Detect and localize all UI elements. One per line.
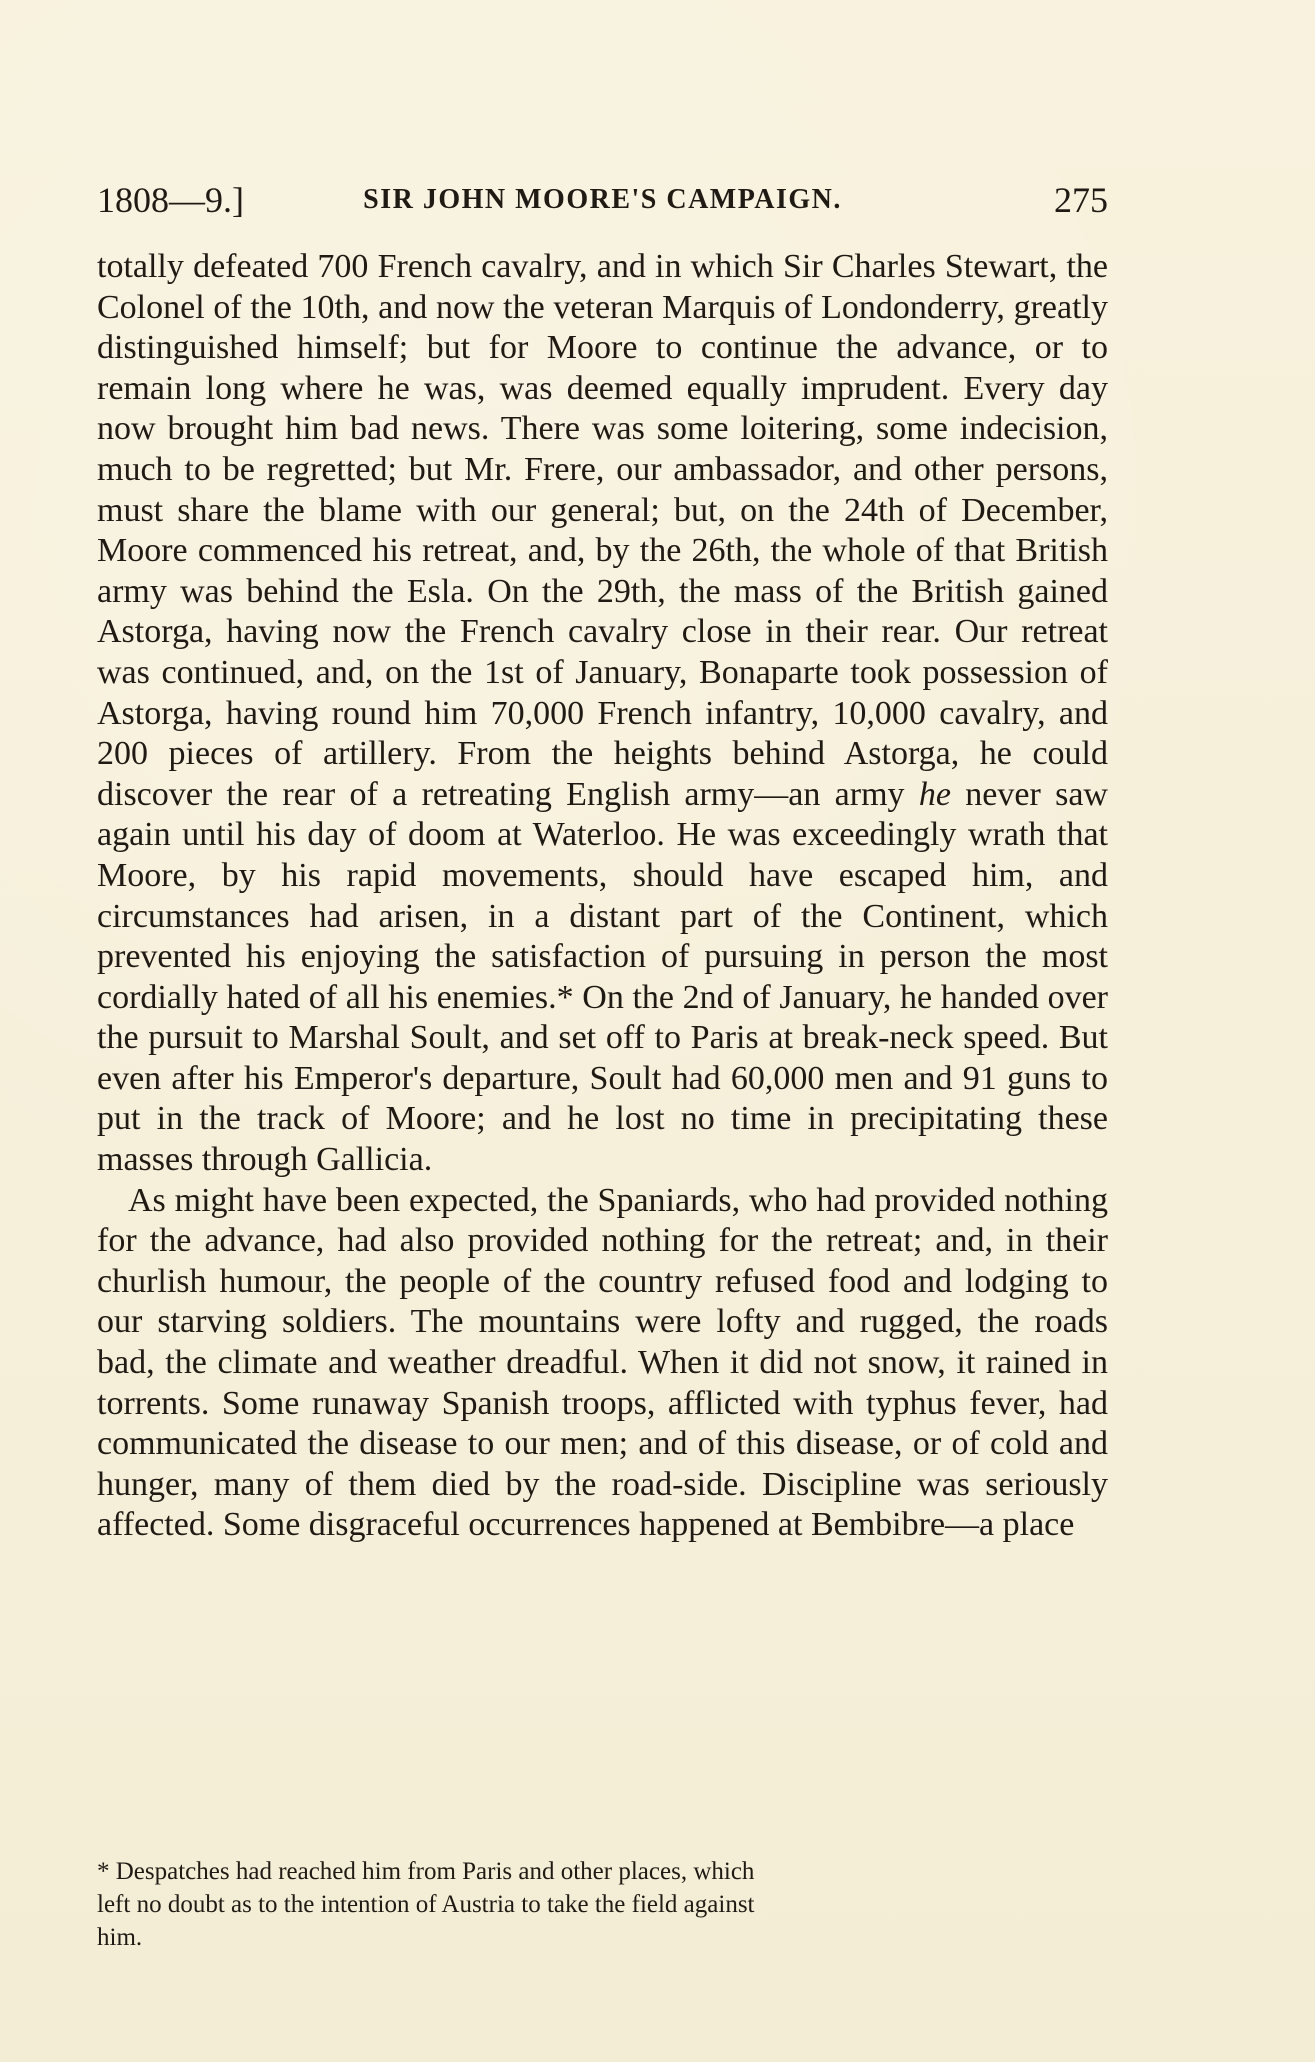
footnote-line-3: him.	[97, 1924, 143, 1951]
paragraph-1-start: totally defeated 700 French cavalry, and in which Sir Charles Stewart, the Colonel of the 10th, and now the veteran Marquis of Londonderry, greatly distinguished himself; but for Moore to continue the advance, or to remain long where he was, was deemed equally imprudent. Every day now brought him bad news. There was some loitering, some indecision, much to be regretted; but Mr. Frere, our ambassador, and other persons, must share the blame with our general; but, on the 24th of December, Moore commenced his retreat, and, by the 26th, the whole of that British army was behind the Esla. On the 29th, the mass of the British gained Astorga, having now the French cavalry close in their rear. Our retreat was continued, and, on the 1st of January, Bonaparte took possession of Astorga, having round him 70,000 French infantry, 10,000 cavalry, and 200 pieces of artillery. From the heights behind Astorga, he could discover the rear of a retreating English army—an army	[97, 248, 1108, 813]
paragraph-2: As might have been expected, the Spaniards, who had provided nothing for the advance, had also provided nothing for the retreat; and, in their churlish humour, the people of the country refused food and lodging to our starving soldiers. The mountains were lofty and rugged, the roads bad, the climate and weather dreadful. When it did not snow, it rained in torrents. Some runaway Spanish troops, afflicted with typhus fever, had communicated the disease to our men; and of this disease, or of cold and hunger, many of them died by the road-side. Discipline was seriously affected. Some disgraceful occurrences happened at Bembibre—a place	[97, 1181, 1108, 1544]
footnote-line-1: * Despatches had reached him from Paris and other places, which	[97, 1858, 755, 1885]
page-number: 275	[1054, 180, 1108, 220]
footnote	[97, 1855, 1108, 1954]
italic-emphasis-word: he	[918, 775, 951, 813]
paragraph-1-end: never saw again until his day of doom at Waterloo. He was exceedingly wrath that Moore, by his rapid movements, should have escaped him, and circumstances had arisen, in a distant part of the Continent, which prevented his enjoying the satisfaction of pursuing in person the most cordially hated of all his enemies.* On the 2nd of January, he handed over the pursuit to Marshal Soult, and set off to Paris at break-neck speed. But even after his Emperor's departure, Soult had 60,000 men and 91 guns to put in the track of Moore; and he lost no time in precipitating these masses through Gallicia.	[97, 775, 1108, 1179]
running-title: SIR JOHN MOORE'S CAMPAIGN.	[363, 184, 842, 215]
paragraph-1	[97, 247, 1108, 1181]
header-date-range: 1808—9.]	[97, 180, 244, 220]
footnote-line-2: left no doubt as to the intention of Austria to take the field against	[97, 1891, 755, 1918]
main-text	[97, 247, 1108, 1546]
page-header	[97, 178, 1108, 222]
